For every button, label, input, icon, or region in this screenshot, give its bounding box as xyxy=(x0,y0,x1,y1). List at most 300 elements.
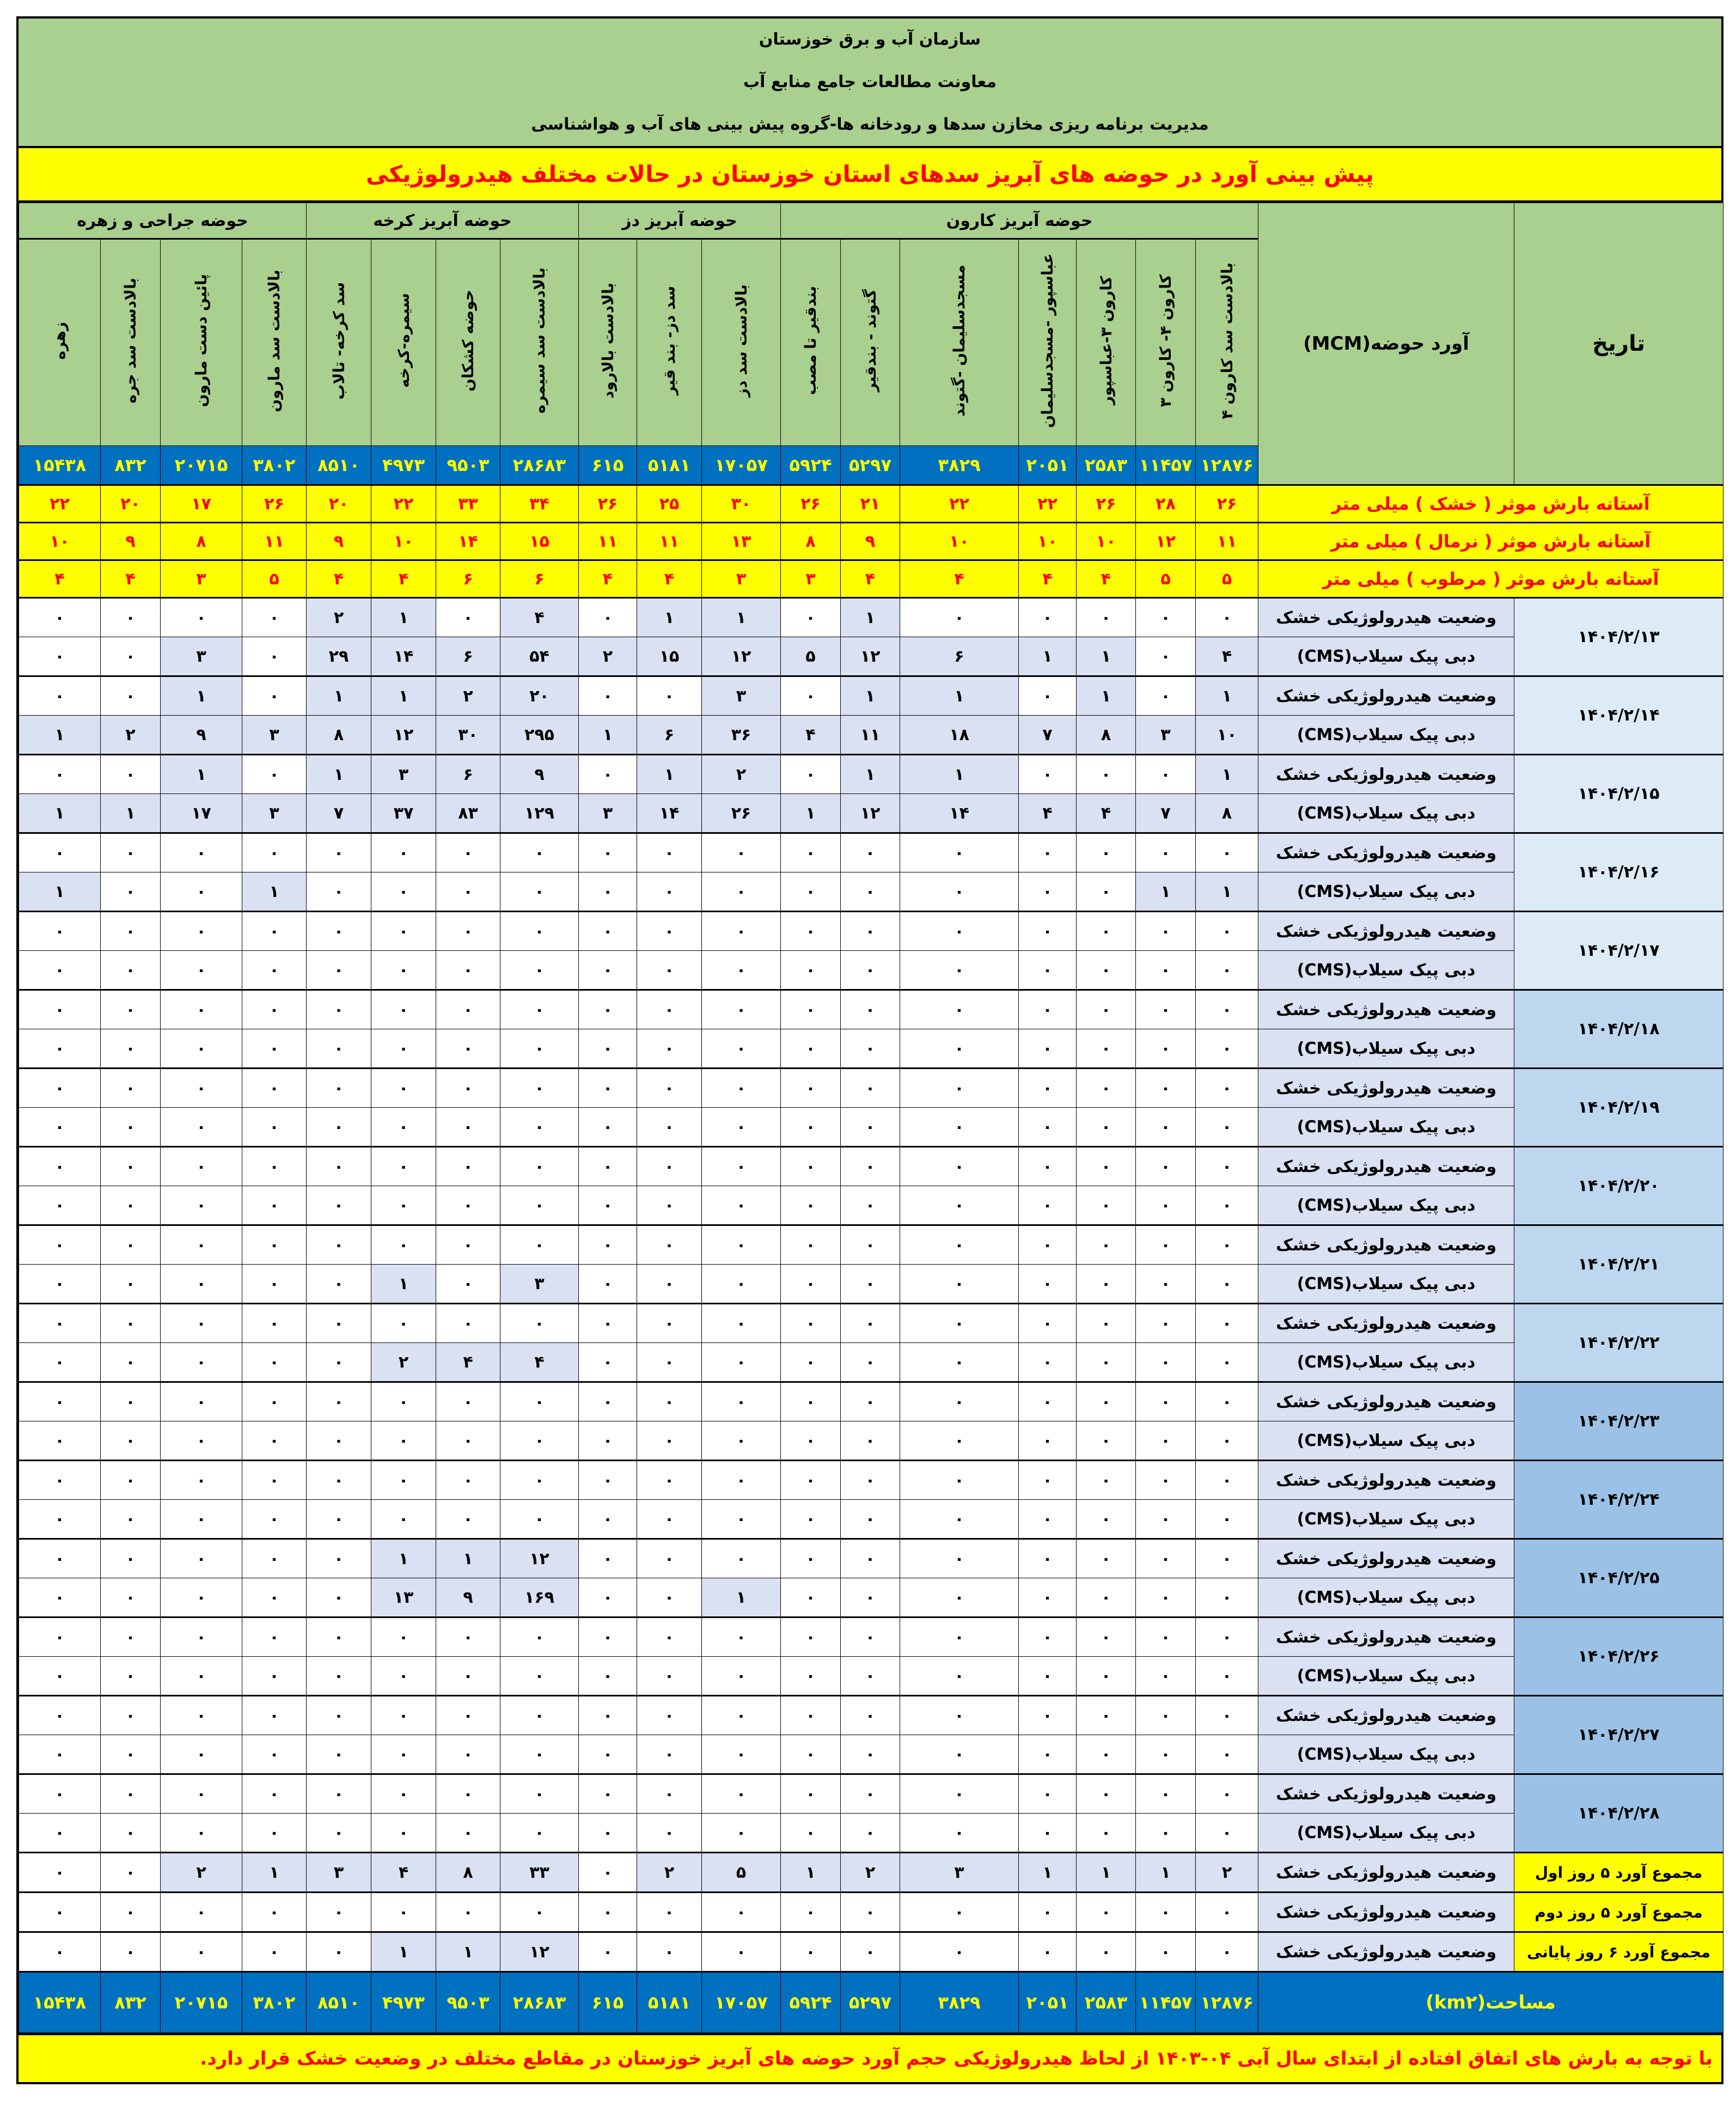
state-value: ۰ xyxy=(702,1225,781,1265)
peak-value: ۱ xyxy=(101,794,161,833)
sum-value: ۰ xyxy=(1019,1893,1077,1932)
state-value: ۰ xyxy=(500,912,579,951)
state-value: ۰ xyxy=(500,1461,579,1500)
threshold-value: ۴ xyxy=(1019,560,1077,598)
day-peak-row xyxy=(19,1421,1723,1461)
threshold-row xyxy=(19,560,1723,598)
peak-value: ۱ xyxy=(19,716,101,755)
peak-value: ۷ xyxy=(307,794,371,833)
peak-value: ۰ xyxy=(579,1186,637,1225)
day-state-row xyxy=(19,1618,1723,1657)
state-row-label: وضعیت هیدرولوژیکی خشک xyxy=(1258,833,1514,872)
state-value: ۰ xyxy=(242,1461,307,1500)
peak-value: ۰ xyxy=(637,1500,702,1539)
day-peak-row xyxy=(19,637,1723,676)
peak-row-label: دبی پیک سیلاب(CMS) xyxy=(1258,1029,1514,1069)
peak-value: ۰ xyxy=(242,1578,307,1618)
state-row-label: وضعیت هیدرولوژیکی خشک xyxy=(1258,1539,1514,1578)
sum-value: ۰ xyxy=(19,1893,101,1932)
area-value: ۵۹۲۴ xyxy=(781,1972,841,2033)
state-value: ۰ xyxy=(161,1539,242,1578)
peak-value: ۰ xyxy=(161,1578,242,1618)
state-value: ۰ xyxy=(307,1774,371,1814)
peak-value: ۰ xyxy=(101,1108,161,1147)
state-value: ۰ xyxy=(637,1304,702,1343)
peak-value: ۰ xyxy=(500,1500,579,1539)
sum-state-label: وضعیت هیدرولوژیکی خشک xyxy=(1258,1853,1514,1893)
peak-value: ۰ xyxy=(101,1186,161,1225)
peak-value: ۰ xyxy=(637,1343,702,1382)
station-name: سد دز- بند قیر xyxy=(660,286,678,395)
state-value: ۰ xyxy=(500,1147,579,1186)
peak-value: ۲ xyxy=(371,1343,436,1382)
peak-value: ۰ xyxy=(1077,1343,1136,1382)
peak-value: ۰ xyxy=(900,872,1019,912)
peak-value: ۱۱ xyxy=(841,716,900,755)
state-value: ۰ xyxy=(242,1539,307,1578)
peak-value: ۰ xyxy=(1136,1029,1196,1069)
state-value: ۰ xyxy=(1077,598,1136,637)
day-peak-row xyxy=(19,1029,1723,1069)
area-label: مساحت(km۲) xyxy=(1258,1972,1723,2033)
peak-value: ۰ xyxy=(19,1343,101,1382)
state-value: ۰ xyxy=(307,990,371,1029)
peak-row-label: دبی پیک سیلاب(CMS) xyxy=(1258,1108,1514,1147)
threshold-label: آستانه بارش موثر ( خشک ) میلی متر xyxy=(1258,485,1723,523)
state-value: ۱ xyxy=(161,676,242,716)
state-value: ۰ xyxy=(702,1069,781,1108)
day-peak-row xyxy=(19,1657,1723,1696)
state-value: ۰ xyxy=(161,1461,242,1500)
area-value: ۲۰۵۱ xyxy=(1019,446,1077,485)
sum-value: ۰ xyxy=(1077,1893,1136,1932)
peak-value: ۰ xyxy=(1077,1735,1136,1774)
peak-value: ۰ xyxy=(1077,1265,1136,1304)
peak-value: ۰ xyxy=(637,1578,702,1618)
state-value: ۰ xyxy=(161,990,242,1029)
state-value: ۰ xyxy=(500,1774,579,1814)
date-cell: ۱۴۰۴/۲/۲۵ xyxy=(1514,1539,1723,1618)
peak-value: ۰ xyxy=(101,1735,161,1774)
peak-value: ۰ xyxy=(500,1108,579,1147)
state-value: ۰ xyxy=(702,990,781,1029)
sum-row xyxy=(19,1932,1723,1972)
sum-value: ۰ xyxy=(371,1893,436,1932)
sum-value: ۰ xyxy=(19,1853,101,1893)
station-name: کارون ۳-عباسپور xyxy=(1097,276,1115,405)
forecast-table xyxy=(19,203,1723,2033)
state-value: ۰ xyxy=(637,833,702,872)
sum-label: مجموع آورد ۶ روز پایانی xyxy=(1514,1932,1723,1972)
state-value: ۰ xyxy=(900,1382,1019,1421)
state-value: ۰ xyxy=(1136,1069,1196,1108)
sum-state-label: وضعیت هیدرولوژیکی خشک xyxy=(1258,1893,1514,1932)
peak-value: ۱ xyxy=(242,872,307,912)
day-state-row xyxy=(19,755,1723,794)
state-value: ۰ xyxy=(1196,1304,1258,1343)
station-name: بالادست سد مارون xyxy=(265,269,284,412)
state-value: ۰ xyxy=(161,833,242,872)
threshold-value: ۲۶ xyxy=(579,485,637,523)
inflow-column-header: آورد حوضه(MCM) xyxy=(1258,203,1514,485)
peak-value: ۰ xyxy=(1077,1029,1136,1069)
threshold-value: ۱۱ xyxy=(579,523,637,560)
state-value: ۰ xyxy=(161,1225,242,1265)
state-value: ۶ xyxy=(436,755,500,794)
day-peak-row xyxy=(19,794,1723,833)
state-value: ۰ xyxy=(781,1304,841,1343)
state-row-label: وضعیت هیدرولوژیکی خشک xyxy=(1258,1382,1514,1421)
peak-value: ۰ xyxy=(1196,1500,1258,1539)
state-value: ۰ xyxy=(1196,1539,1258,1578)
area-value: ۱۵۴۳۸ xyxy=(19,446,101,485)
state-value: ۰ xyxy=(101,1539,161,1578)
state-value: ۰ xyxy=(307,912,371,951)
peak-value: ۹ xyxy=(161,716,242,755)
state-value: ۰ xyxy=(500,1382,579,1421)
state-value: ۰ xyxy=(781,755,841,794)
peak-row-label: دبی پیک سیلاب(CMS) xyxy=(1258,1265,1514,1304)
threshold-value: ۱۴ xyxy=(436,523,500,560)
peak-value: ۰ xyxy=(900,1343,1019,1382)
state-value: ۰ xyxy=(841,1539,900,1578)
sum-value: ۴ xyxy=(371,1853,436,1893)
state-row-label: وضعیت هیدرولوژیکی خشک xyxy=(1258,1225,1514,1265)
basin-header-row xyxy=(19,203,1723,239)
state-value: ۱ xyxy=(702,598,781,637)
day-peak-row xyxy=(19,1500,1723,1539)
peak-value: ۰ xyxy=(841,1578,900,1618)
peak-value: ۱۲ xyxy=(702,637,781,676)
peak-value: ۰ xyxy=(702,1657,781,1696)
state-value: ۰ xyxy=(702,1304,781,1343)
peak-value: ۰ xyxy=(841,1186,900,1225)
sum-value: ۱ xyxy=(1136,1853,1196,1893)
day-peak-row xyxy=(19,1735,1723,1774)
state-value: ۰ xyxy=(579,1225,637,1265)
state-value: ۰ xyxy=(101,1696,161,1735)
peak-value: ۰ xyxy=(500,1421,579,1461)
peak-value: ۰ xyxy=(1196,1343,1258,1382)
peak-value: ۰ xyxy=(781,1657,841,1696)
peak-value: ۰ xyxy=(1196,1108,1258,1147)
sum-value: ۰ xyxy=(500,1893,579,1932)
state-value: ۰ xyxy=(371,1461,436,1500)
threshold-value: ۲۶ xyxy=(781,485,841,523)
sum-value: ۰ xyxy=(841,1932,900,1972)
area-value: ۲۵۸۳ xyxy=(1077,1972,1136,2033)
state-value: ۰ xyxy=(101,1225,161,1265)
report-title: پیش بینی آورد در حوضه های آبریز سدهای استان خوزستان در حالات مختلف هیدرولوژیکی xyxy=(19,146,1721,203)
state-value: ۰ xyxy=(1196,912,1258,951)
day-state-row xyxy=(19,912,1723,951)
peak-value: ۰ xyxy=(371,1421,436,1461)
peak-value: ۰ xyxy=(841,1421,900,1461)
station-name: سیمره-کرخه xyxy=(394,293,413,388)
state-value: ۰ xyxy=(841,833,900,872)
org-line-1: سازمان آب و برق خوزستان xyxy=(759,30,981,49)
state-value: ۰ xyxy=(371,1304,436,1343)
peak-value: ۰ xyxy=(781,1421,841,1461)
state-value: ۰ xyxy=(19,598,101,637)
peak-value: ۵ xyxy=(781,637,841,676)
state-value: ۰ xyxy=(19,1696,101,1735)
state-value: ۰ xyxy=(101,1069,161,1108)
peak-value: ۷ xyxy=(1136,794,1196,833)
state-value: ۹ xyxy=(500,755,579,794)
peak-value: ۰ xyxy=(702,1814,781,1853)
state-value: ۰ xyxy=(637,1539,702,1578)
state-value: ۳ xyxy=(702,676,781,716)
state-value: ۰ xyxy=(900,1147,1019,1186)
peak-value: ۰ xyxy=(579,1500,637,1539)
peak-value: ۳ xyxy=(161,637,242,676)
area-value: ۱۱۴۵۷ xyxy=(1136,1972,1196,2033)
threshold-value: ۲۶ xyxy=(1077,485,1136,523)
peak-value: ۱ xyxy=(19,794,101,833)
peak-value: ۰ xyxy=(161,1186,242,1225)
peak-value: ۰ xyxy=(781,1735,841,1774)
state-value: ۰ xyxy=(841,1147,900,1186)
state-value: ۰ xyxy=(1077,912,1136,951)
sum-value: ۰ xyxy=(242,1893,307,1932)
peak-value: ۰ xyxy=(1136,1578,1196,1618)
station-name: بالادست سد کارون ۴ xyxy=(1218,262,1236,419)
peak-value: ۱۳ xyxy=(371,1578,436,1618)
peak-value: ۰ xyxy=(637,1265,702,1304)
peak-value: ۱ xyxy=(371,1265,436,1304)
state-value: ۰ xyxy=(637,1774,702,1814)
state-value: ۰ xyxy=(307,1304,371,1343)
state-value: ۱ xyxy=(1196,676,1258,716)
threshold-value: ۱۰ xyxy=(371,523,436,560)
sum-value: ۰ xyxy=(307,1932,371,1972)
peak-value: ۳ xyxy=(1136,716,1196,755)
state-value: ۰ xyxy=(500,1225,579,1265)
state-value: ۴ xyxy=(500,598,579,637)
state-value: ۰ xyxy=(1077,755,1136,794)
station-header xyxy=(1136,239,1196,446)
state-value: ۰ xyxy=(161,1147,242,1186)
state-value: ۰ xyxy=(637,1225,702,1265)
state-value: ۰ xyxy=(19,1618,101,1657)
peak-value: ۰ xyxy=(436,1265,500,1304)
peak-value: ۰ xyxy=(1196,1735,1258,1774)
sum-value: ۳۳ xyxy=(500,1853,579,1893)
org-line-2: معاونت مطالعات جامع منابع آب xyxy=(743,72,997,91)
state-value: ۰ xyxy=(500,833,579,872)
peak-value: ۰ xyxy=(1136,637,1196,676)
state-value: ۰ xyxy=(371,990,436,1029)
state-value: ۰ xyxy=(1077,1147,1136,1186)
peak-value: ۰ xyxy=(161,1343,242,1382)
state-value: ۰ xyxy=(579,1774,637,1814)
peak-value: ۰ xyxy=(637,1814,702,1853)
state-value: ۰ xyxy=(19,912,101,951)
area-value: ۵۲۹۷ xyxy=(841,446,900,485)
station-header xyxy=(500,239,579,446)
peak-row-label: دبی پیک سیلاب(CMS) xyxy=(1258,1421,1514,1461)
state-value: ۰ xyxy=(841,1618,900,1657)
peak-value: ۲ xyxy=(101,716,161,755)
area-value: ۵۱۸۱ xyxy=(637,1972,702,2033)
state-value: ۰ xyxy=(702,833,781,872)
state-value: ۰ xyxy=(161,1069,242,1108)
peak-value: ۱۶۹ xyxy=(500,1578,579,1618)
state-value: ۰ xyxy=(19,1304,101,1343)
peak-value: ۰ xyxy=(1136,1735,1196,1774)
state-value: ۰ xyxy=(500,990,579,1029)
station-name: بالادست سد سیمره xyxy=(530,267,549,414)
peak-value: ۰ xyxy=(1136,1814,1196,1853)
state-value: ۰ xyxy=(579,598,637,637)
state-value: ۰ xyxy=(19,990,101,1029)
state-row-label: وضعیت هیدرولوژیکی خشک xyxy=(1258,676,1514,716)
area-bottom-row xyxy=(19,1972,1723,2033)
station-header xyxy=(579,239,637,446)
state-value: ۰ xyxy=(1019,1539,1077,1578)
peak-value: ۰ xyxy=(841,1500,900,1539)
peak-value: ۰ xyxy=(242,1735,307,1774)
basin-header: حوضه آبریز کرخه xyxy=(307,203,579,239)
peak-value: ۰ xyxy=(637,1029,702,1069)
peak-value: ۰ xyxy=(371,951,436,990)
state-value: ۰ xyxy=(101,1147,161,1186)
state-value: ۰ xyxy=(500,1304,579,1343)
sum-value: ۲ xyxy=(637,1853,702,1893)
threshold-value: ۳ xyxy=(702,560,781,598)
peak-value: ۰ xyxy=(371,872,436,912)
state-value: ۰ xyxy=(781,1774,841,1814)
state-value: ۰ xyxy=(781,1539,841,1578)
state-value: ۰ xyxy=(307,1382,371,1421)
state-value: ۰ xyxy=(1136,1147,1196,1186)
peak-value: ۰ xyxy=(1077,1657,1136,1696)
peak-value: ۰ xyxy=(841,1265,900,1304)
sum-value: ۰ xyxy=(1019,1932,1077,1972)
peak-value: ۰ xyxy=(1136,1108,1196,1147)
area-value: ۲۸۶۸۳ xyxy=(500,446,579,485)
state-value: ۰ xyxy=(702,1147,781,1186)
peak-value: ۰ xyxy=(19,1500,101,1539)
threshold-row xyxy=(19,523,1723,560)
state-value: ۰ xyxy=(1136,1696,1196,1735)
threshold-value: ۱۰ xyxy=(1077,523,1136,560)
state-row-label: وضعیت هیدرولوژیکی خشک xyxy=(1258,912,1514,951)
peak-value: ۰ xyxy=(900,1265,1019,1304)
state-value: ۱ xyxy=(841,676,900,716)
peak-value: ۰ xyxy=(161,1108,242,1147)
peak-value: ۰ xyxy=(242,1421,307,1461)
area-value: ۳۸۲۹ xyxy=(900,446,1019,485)
date-cell: ۱۴۰۴/۲/۲۴ xyxy=(1514,1461,1723,1539)
date-cell: ۱۴۰۴/۲/۲۱ xyxy=(1514,1225,1723,1304)
state-value: ۰ xyxy=(702,1539,781,1578)
peak-value: ۰ xyxy=(841,872,900,912)
area-value: ۳۸۰۲ xyxy=(242,1972,307,2033)
peak-value: ۰ xyxy=(242,1500,307,1539)
peak-value: ۰ xyxy=(101,1421,161,1461)
peak-value: ۰ xyxy=(19,1657,101,1696)
threshold-value: ۱۰ xyxy=(900,523,1019,560)
peak-value: ۰ xyxy=(1077,1578,1136,1618)
sum-value: ۰ xyxy=(781,1932,841,1972)
state-value: ۰ xyxy=(579,1304,637,1343)
state-value: ۰ xyxy=(161,1618,242,1657)
date-cell: ۱۴۰۴/۲/۱۳ xyxy=(1514,598,1723,676)
peak-value: ۱۵ xyxy=(637,637,702,676)
peak-value: ۰ xyxy=(1019,1657,1077,1696)
sum-value: ۰ xyxy=(1196,1893,1258,1932)
peak-value: ۰ xyxy=(841,1657,900,1696)
peak-value: ۸ xyxy=(307,716,371,755)
state-value: ۰ xyxy=(781,1461,841,1500)
state-value: ۰ xyxy=(307,1225,371,1265)
state-value: ۰ xyxy=(436,1618,500,1657)
peak-value: ۱ xyxy=(1019,637,1077,676)
state-value: ۱ xyxy=(841,755,900,794)
threshold-value: ۲۶ xyxy=(242,485,307,523)
state-value: ۰ xyxy=(1196,1069,1258,1108)
peak-value: ۸ xyxy=(1077,716,1136,755)
area-value: ۵۹۲۴ xyxy=(781,446,841,485)
sum-label: مجموع آورد ۵ روز دوم xyxy=(1514,1893,1723,1932)
peak-value: ۱۲ xyxy=(841,794,900,833)
footer-note: با توجه به بارش های اتفاق افتاده از ابتدای سال آبی ۰۴-۱۴۰۳ از لحاظ هیدرولوژیکی حجم آورد حوضه های آبریز خوزستان در مقاطع مختلف در وضعیت خشک قرار دارد. xyxy=(19,2033,1721,2082)
threshold-value: ۱۱ xyxy=(242,523,307,560)
state-value: ۱ xyxy=(1196,755,1258,794)
threshold-value: ۴ xyxy=(101,560,161,598)
state-value: ۰ xyxy=(436,1461,500,1500)
state-value: ۰ xyxy=(101,598,161,637)
state-value: ۰ xyxy=(436,1147,500,1186)
state-value: ۰ xyxy=(101,912,161,951)
peak-value: ۱۸ xyxy=(900,716,1019,755)
area-value: ۳۸۲۹ xyxy=(900,1972,1019,2033)
peak-value: ۰ xyxy=(436,1735,500,1774)
station-header xyxy=(841,239,900,446)
peak-value: ۰ xyxy=(637,872,702,912)
peak-value: ۰ xyxy=(841,1735,900,1774)
area-value: ۶۱۵ xyxy=(579,1972,637,2033)
peak-value: ۰ xyxy=(1077,1814,1136,1853)
state-value: ۰ xyxy=(1019,833,1077,872)
state-value: ۰ xyxy=(900,1539,1019,1578)
peak-value: ۳۷ xyxy=(371,794,436,833)
station-name: پائین دست مارون xyxy=(192,274,211,407)
peak-value: ۰ xyxy=(1019,1735,1077,1774)
state-value: ۰ xyxy=(579,1461,637,1500)
peak-value: ۰ xyxy=(307,1735,371,1774)
state-value: ۰ xyxy=(1196,1618,1258,1657)
sum-value: ۳ xyxy=(307,1853,371,1893)
peak-value: ۱ xyxy=(19,872,101,912)
peak-value: ۰ xyxy=(307,1265,371,1304)
station-header xyxy=(101,239,161,446)
peak-value: ۰ xyxy=(579,1814,637,1853)
threshold-value: ۸ xyxy=(161,523,242,560)
station-header xyxy=(1019,239,1077,446)
peak-value: ۰ xyxy=(1136,1657,1196,1696)
peak-value: ۰ xyxy=(500,1029,579,1069)
threshold-value: ۳ xyxy=(781,560,841,598)
date-cell: ۱۴۰۴/۲/۲۰ xyxy=(1514,1147,1723,1225)
peak-value: ۱۰ xyxy=(1196,716,1258,755)
sum-value: ۰ xyxy=(900,1932,1019,1972)
state-value: ۰ xyxy=(1019,912,1077,951)
peak-value: ۰ xyxy=(101,1029,161,1069)
sum-value: ۰ xyxy=(702,1932,781,1972)
